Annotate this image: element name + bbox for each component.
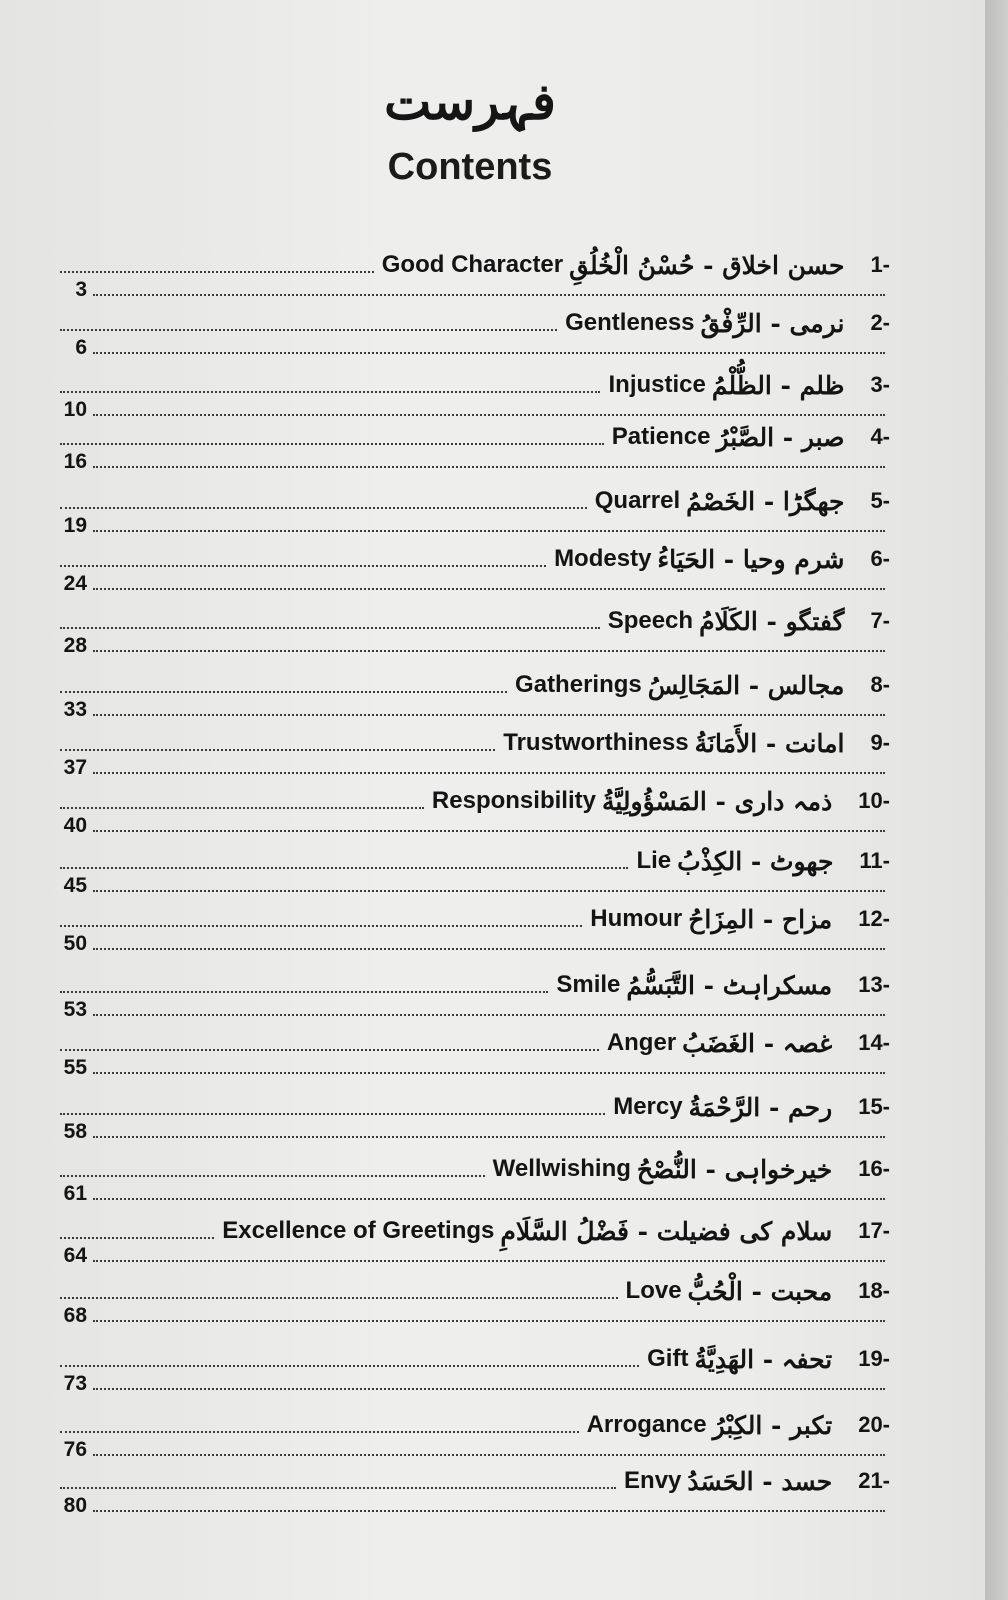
entry-page-number: 61 bbox=[63, 1182, 87, 1205]
entry-number: 16- bbox=[858, 1156, 890, 1181]
toc-entry bbox=[0, 780, 985, 840]
entry-number: 1- bbox=[870, 252, 890, 277]
entry-english-title: Humour bbox=[590, 905, 683, 932]
toc-entry bbox=[0, 1148, 985, 1208]
toc-entry-page-line bbox=[55, 1368, 885, 1396]
entry-english-title: Mercy bbox=[613, 1093, 683, 1120]
toc-entry-page-line bbox=[55, 810, 885, 838]
dot-leader bbox=[93, 890, 885, 892]
entry-number: 9- bbox=[870, 730, 890, 755]
entry-urdu-title: حسن اخلاق - حُسْنُ الْخُلُقِ bbox=[569, 251, 845, 280]
entry-urdu-title: سلام کی فضیلت - فَضْلُ السَّلَامِ bbox=[500, 1217, 833, 1246]
toc-entry-page-line bbox=[55, 1490, 885, 1518]
dot-leader bbox=[60, 391, 600, 393]
entry-english-title: Injustice bbox=[608, 371, 706, 398]
dot-leader bbox=[93, 466, 885, 468]
entry-urdu-title: غصہ - الغَضَبُ bbox=[682, 1029, 833, 1058]
entry-english-title: Gift bbox=[647, 1345, 689, 1372]
dot-leader bbox=[93, 1198, 885, 1200]
entry-page-number: 40 bbox=[63, 814, 87, 837]
entry-english-title: Lie bbox=[636, 847, 672, 874]
entry-number: 12- bbox=[858, 906, 890, 931]
dot-leader bbox=[93, 1454, 885, 1456]
entry-page-number: 53 bbox=[63, 998, 87, 1021]
entry-number: 4- bbox=[870, 424, 890, 449]
entry-page-number: 10 bbox=[63, 398, 87, 421]
entry-page-number: 6 bbox=[75, 336, 87, 359]
dot-leader bbox=[93, 1510, 885, 1512]
dot-leader bbox=[60, 1049, 599, 1051]
entry-urdu-title: تکبر - الكِبْرُ bbox=[712, 1411, 833, 1440]
toc-entry-page-line bbox=[55, 752, 885, 780]
entry-english-title: Responsibility bbox=[431, 787, 596, 814]
entry-urdu-title: تحفہ - الهَدِيَّةُ bbox=[694, 1345, 833, 1374]
dot-leader bbox=[93, 1072, 885, 1074]
entry-urdu-title: خیرخواہی - النُّصْحُ bbox=[636, 1155, 833, 1184]
entry-english-title: Gatherings bbox=[515, 671, 642, 698]
toc-entry-page-line bbox=[55, 446, 885, 474]
dot-leader bbox=[60, 691, 507, 693]
dot-leader bbox=[93, 588, 885, 590]
toc-entry-page-line bbox=[55, 1300, 885, 1328]
entry-english-title: Modesty bbox=[554, 545, 652, 572]
entry-page-number: 3 bbox=[75, 278, 87, 301]
toc-entry-page-line bbox=[55, 568, 885, 596]
dot-leader bbox=[60, 271, 374, 273]
entry-urdu-title: مجالس - المَجَالِسُ bbox=[647, 671, 845, 700]
entry-urdu-title: حسد - الحَسَدُ bbox=[687, 1467, 833, 1496]
dot-leader bbox=[93, 772, 885, 774]
entry-english-title: Smile bbox=[556, 971, 621, 998]
entry-english-title: Speech bbox=[607, 607, 694, 634]
entry-number: 3- bbox=[870, 372, 890, 397]
dot-leader bbox=[60, 443, 604, 445]
entry-number: 19- bbox=[858, 1346, 890, 1371]
entry-number: 5- bbox=[870, 488, 890, 513]
dot-leader bbox=[93, 1320, 885, 1322]
entry-urdu-title: ظلم - الظُّلْمُ bbox=[711, 371, 845, 400]
dot-leader bbox=[60, 867, 628, 869]
toc-entry-page-line bbox=[55, 694, 885, 722]
entry-urdu-title: شرم وحیا - الحَيَاءُ bbox=[657, 545, 845, 574]
dot-leader bbox=[93, 650, 885, 652]
entry-urdu-title: جھگڑا - الخَصْمُ bbox=[686, 487, 845, 516]
entry-urdu-title: مزاح - المِزَاحُ bbox=[688, 905, 833, 934]
toc-entry bbox=[0, 1270, 985, 1330]
entry-number: 17- bbox=[858, 1218, 890, 1243]
entry-page-number: 16 bbox=[63, 450, 87, 473]
dot-leader bbox=[60, 627, 600, 629]
entry-english-title: Quarrel bbox=[594, 487, 681, 514]
toc-entry-page-line bbox=[55, 630, 885, 658]
toc-entry bbox=[0, 664, 985, 724]
dot-leader bbox=[93, 352, 885, 354]
toc-entry bbox=[0, 244, 985, 304]
entry-page-number: 80 bbox=[63, 1494, 87, 1517]
entry-page-number: 58 bbox=[63, 1120, 87, 1143]
dot-leader bbox=[93, 1014, 885, 1016]
entry-page-number: 33 bbox=[63, 698, 87, 721]
dot-leader bbox=[60, 329, 557, 331]
toc-entry bbox=[0, 722, 985, 782]
entry-page-number: 28 bbox=[63, 634, 87, 657]
entry-number: 15- bbox=[858, 1094, 890, 1119]
dot-leader bbox=[93, 1136, 885, 1138]
toc-entry bbox=[0, 1404, 985, 1464]
entry-number: 18- bbox=[858, 1278, 890, 1303]
toc-entry-page-line bbox=[55, 1434, 885, 1462]
toc-entry bbox=[0, 480, 985, 540]
dot-leader bbox=[60, 1431, 579, 1433]
dot-leader bbox=[60, 565, 546, 567]
entry-page-number: 64 bbox=[63, 1244, 87, 1267]
entry-number: 8- bbox=[870, 672, 890, 697]
dot-leader bbox=[60, 807, 424, 809]
toc-entry bbox=[0, 1022, 985, 1082]
entry-number: 20- bbox=[858, 1412, 890, 1437]
toc-entry-page-line bbox=[55, 274, 885, 302]
toc-entry-page-line bbox=[55, 1052, 885, 1080]
entry-english-title: Gentleness bbox=[565, 309, 695, 336]
toc-entry bbox=[0, 600, 985, 660]
toc-entry bbox=[0, 364, 985, 424]
entry-page-number: 45 bbox=[63, 874, 87, 897]
dot-leader bbox=[60, 1365, 639, 1367]
entry-urdu-title: امانت - الأَمَانَةُ bbox=[694, 729, 845, 758]
toc-entry-page-line bbox=[55, 332, 885, 360]
dot-leader bbox=[93, 1388, 885, 1390]
toc-entry bbox=[0, 840, 985, 900]
toc-entry-page-line bbox=[55, 510, 885, 538]
page-title-urdu: فہرست bbox=[384, 72, 556, 131]
entry-page-number: 73 bbox=[63, 1372, 87, 1395]
entry-number: 6- bbox=[870, 546, 890, 571]
entry-urdu-title: گفتگو - الكَلَامُ bbox=[699, 607, 845, 636]
dot-leader bbox=[93, 1260, 885, 1262]
dot-leader bbox=[60, 507, 587, 509]
entry-number: 7- bbox=[870, 608, 890, 633]
toc-entry-page-line bbox=[55, 1240, 885, 1268]
dot-leader bbox=[60, 749, 495, 751]
toc-entry-page-line bbox=[55, 870, 885, 898]
dot-leader bbox=[60, 991, 548, 993]
dot-leader bbox=[60, 1237, 214, 1239]
entry-urdu-title: رحم - الرَّحْمَةُ bbox=[688, 1093, 833, 1122]
entry-page-number: 19 bbox=[63, 514, 87, 537]
book-spine-edge bbox=[985, 0, 1008, 1600]
entry-number: 11- bbox=[859, 848, 890, 873]
dot-leader bbox=[60, 1113, 605, 1115]
toc-entry-page-line bbox=[55, 994, 885, 1022]
toc-entry bbox=[0, 1460, 985, 1520]
entry-number: 14- bbox=[858, 1030, 890, 1055]
toc-entry bbox=[0, 1086, 985, 1146]
dot-leader bbox=[60, 1175, 485, 1177]
entry-english-title: Love bbox=[625, 1277, 682, 1304]
dot-leader bbox=[93, 294, 885, 296]
entry-urdu-title: ذمہ داری - المَسْؤُولِيَّةُ bbox=[601, 787, 833, 816]
entry-english-title: Anger bbox=[606, 1029, 677, 1056]
entry-english-title: Wellwishing bbox=[492, 1155, 631, 1182]
toc-entry bbox=[0, 538, 985, 598]
entry-urdu-title: جھوٹ - الكِذْبُ bbox=[677, 847, 834, 876]
entry-english-title: Good Character bbox=[381, 251, 564, 278]
entry-page-number: 50 bbox=[63, 932, 87, 955]
dot-leader bbox=[60, 1297, 618, 1299]
dot-leader bbox=[60, 1487, 616, 1489]
entry-urdu-title: نرمی - الرِّفْقُ bbox=[700, 309, 845, 338]
toc-entry bbox=[0, 898, 985, 958]
dot-leader bbox=[93, 530, 885, 532]
entry-number: 13- bbox=[858, 972, 890, 997]
dot-leader bbox=[60, 925, 582, 927]
toc-entry bbox=[0, 302, 985, 362]
entry-page-number: 76 bbox=[63, 1438, 87, 1461]
toc-entry bbox=[0, 1338, 985, 1398]
entry-page-number: 55 bbox=[63, 1056, 87, 1079]
toc-entry bbox=[0, 1210, 985, 1270]
page-title-english: Contents bbox=[387, 146, 553, 188]
entry-number: 21- bbox=[858, 1468, 890, 1493]
entry-number: 2- bbox=[870, 310, 890, 335]
toc-entry-page-line bbox=[55, 1178, 885, 1206]
dot-leader bbox=[93, 948, 885, 950]
entry-english-title: Envy bbox=[624, 1467, 682, 1494]
toc-entry bbox=[0, 416, 985, 476]
entry-english-title: Excellence of Greetings bbox=[222, 1217, 495, 1244]
entry-page-number: 37 bbox=[63, 756, 87, 779]
entry-english-title: Trustworthiness bbox=[503, 729, 689, 756]
toc-entry bbox=[0, 964, 985, 1024]
entry-number: 10- bbox=[858, 788, 890, 813]
entry-page-number: 68 bbox=[63, 1304, 87, 1327]
dot-leader bbox=[93, 714, 885, 716]
entry-urdu-title: محبت - الْحُبُّ bbox=[687, 1277, 833, 1306]
entry-english-title: Patience bbox=[611, 423, 711, 450]
toc-entry-page-line bbox=[55, 928, 885, 956]
entry-urdu-title: صبر - الصَّبْرُ bbox=[716, 423, 845, 452]
entry-page-number: 24 bbox=[63, 572, 87, 595]
dot-leader bbox=[93, 830, 885, 832]
toc-entry-page-line bbox=[55, 1116, 885, 1144]
entry-urdu-title: مسکراہٹ - التَّبَسُّمُ bbox=[626, 971, 833, 1000]
entry-english-title: Arrogance bbox=[586, 1411, 707, 1438]
